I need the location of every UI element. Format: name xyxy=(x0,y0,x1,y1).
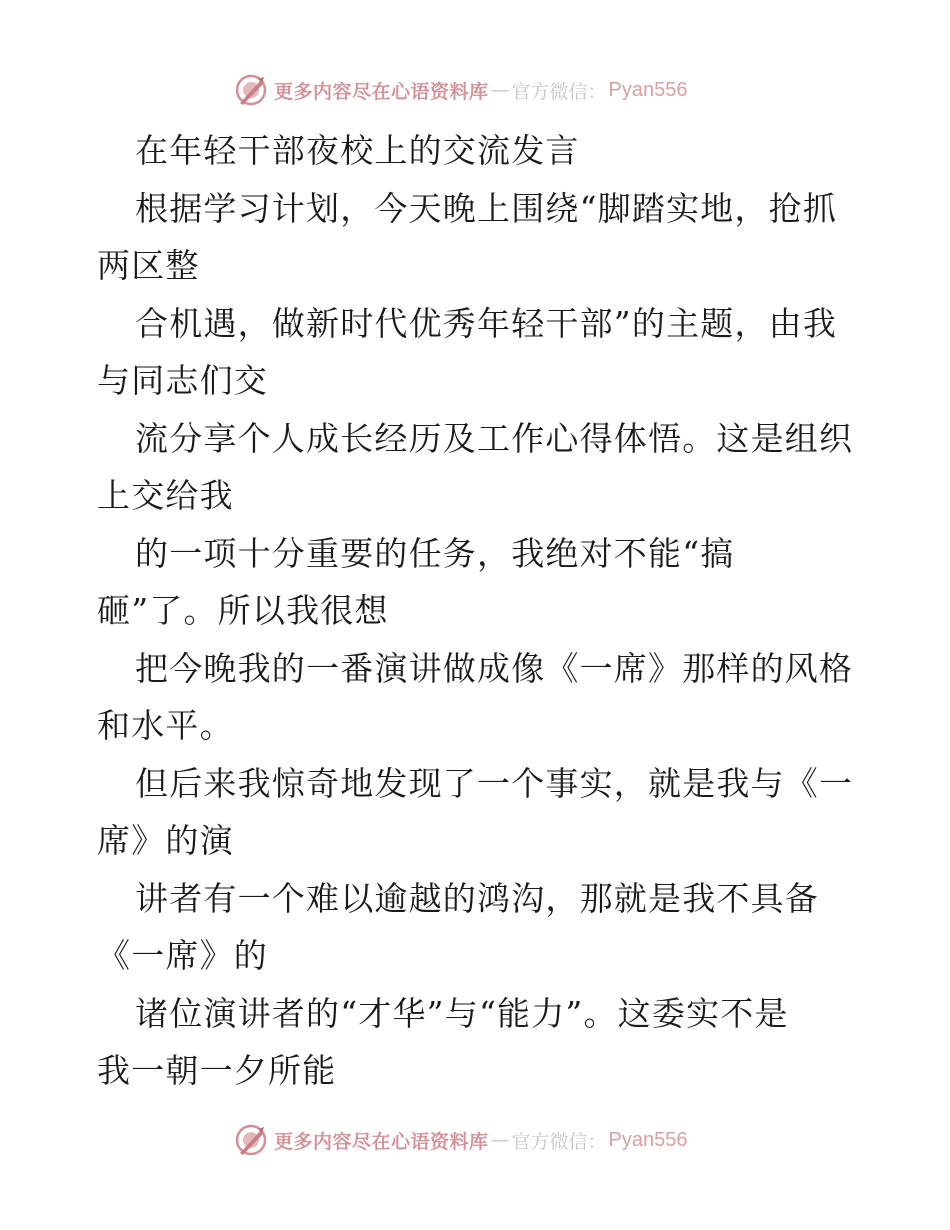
paragraph-line: 席》的演 xyxy=(97,821,234,860)
watermark-dash: — xyxy=(490,1129,510,1151)
header-watermark xyxy=(234,72,688,108)
paragraph-line: 我一朝一夕所能 xyxy=(97,1051,337,1090)
paragraph-line: 诸位演讲者的“才华”与“能力”。这委实不是 xyxy=(135,993,789,1033)
paragraph-line: 和水平。 xyxy=(97,706,234,745)
watermark-wechat-id: Pyan556 xyxy=(608,78,688,101)
document-title: 在年轻干部夜校上的交流发言 xyxy=(135,131,580,170)
paragraph-line: 两区整 xyxy=(97,246,200,285)
watermark-official-label: 官方微信： xyxy=(511,80,607,103)
watermark-official-label: 官方微信： xyxy=(511,1130,607,1153)
watermark-dash: — xyxy=(490,79,510,101)
watermark-main-text: 更多内容尽在心语资料库 xyxy=(274,80,489,103)
watermark-main-text: 更多内容尽在心语资料库 xyxy=(274,1130,489,1153)
paragraph-line: 与同志们交 xyxy=(97,361,268,400)
watermark-wechat-id: Pyan556 xyxy=(608,1128,688,1151)
paragraph-line: 上交给我 xyxy=(97,476,234,515)
paragraph-line: 合机遇，做新时代优秀年轻干部”的主题，由我 xyxy=(135,303,838,343)
pen-logo-icon xyxy=(234,73,268,107)
footer-watermark xyxy=(234,1122,688,1158)
pen-logo-icon xyxy=(234,1123,268,1157)
paragraph-line: 流分享个人成长经历及工作心得体悟。这是组织 xyxy=(135,418,854,458)
paragraph-line: 的一项十分重要的任务，我绝对不能“搞 xyxy=(135,533,735,573)
paragraph-line: 但后来我惊奇地发现了一个事实，就是我与《一 xyxy=(135,763,854,803)
paragraph-line: 把今晚我的一番演讲做成像《一席》那样的风格 xyxy=(135,648,854,688)
document-body xyxy=(97,122,857,1100)
paragraph-line: 《一席》的 xyxy=(97,936,268,975)
paragraph-line: 讲者有一个难以逾越的鸿沟，那就是我不具备 xyxy=(135,878,819,918)
paragraph-line: 根据学习计划，今天晚上围绕“脚踏实地，抢抓 xyxy=(135,188,838,228)
paragraph-line: 砸”了。所以我很想 xyxy=(97,591,389,630)
